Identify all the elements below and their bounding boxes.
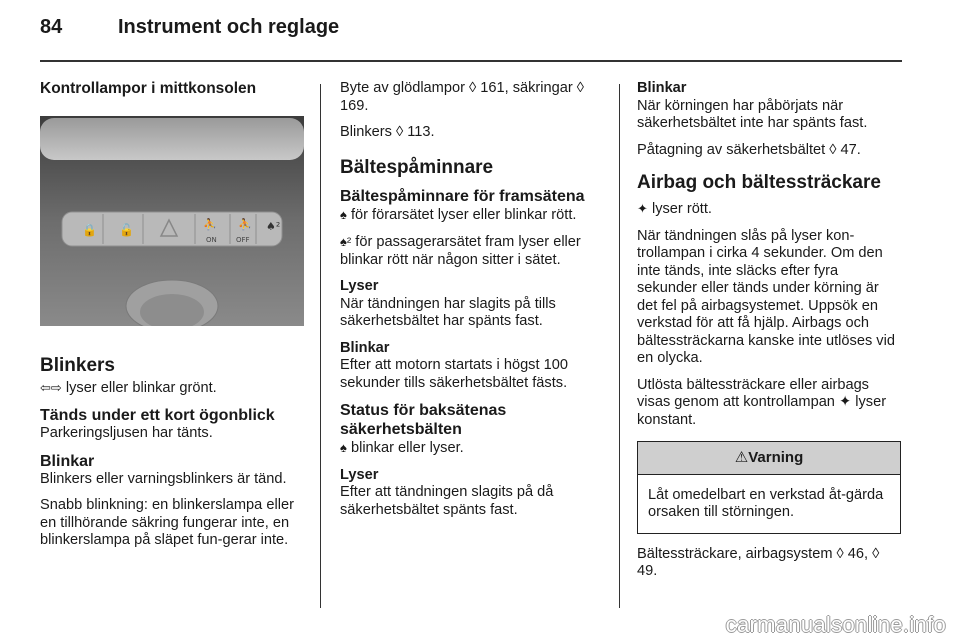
seatbelt-passenger-icon: ♠² <box>340 234 352 249</box>
header-rule <box>40 60 902 62</box>
blinkers-text: lyser eller blinkar grönt. <box>61 379 217 396</box>
airbag-text: lyser rött. <box>647 201 712 217</box>
warning-text: Låt omedelbart en verkstad åt-gärda orsaken till störningen. <box>648 486 884 520</box>
blinkar-heading: Blinkar <box>40 452 95 470</box>
blinkers-ref: Blinkers ◊ 113. <box>340 124 435 140</box>
pata-text: Påtagning av säkerhetsbältet ◊ 47. <box>637 141 861 158</box>
console-illustration <box>40 116 304 326</box>
page-header <box>40 16 339 39</box>
blinkar3-heading: Blinkar <box>637 80 687 96</box>
lyser-heading: Lyser <box>340 278 379 294</box>
byte-text: Byte av glödlampor ◊ 161, säkringar ◊ 169. <box>340 80 584 114</box>
blinkar3-text: När körningen har påbörjats när säkerhetsbältet inte har spänts fast. <box>637 97 868 131</box>
belt-reminder-heading: Bältespåminnare <box>340 156 494 178</box>
lyser2-text: Efter att tändningen slagits på då säkerhetsbältet spänts fast. <box>340 484 554 518</box>
blinkers-heading: Blinkers <box>40 354 115 376</box>
when-text: När tändningen slås på lyser kon-trollampan i cirka 4 sekunder. Om den inte tänds, inte släcks efter fyra sekunder eller tänds under körning är det fel på airbagsystemet. Uppsök en verkstad för att få hjälp. Airbags och bältessträckarna kanske inte utlöses vid en olycka. <box>637 227 895 366</box>
blinkar2-text: Efter att motorn startats i högst 100 sekunder tills säkerhetsbältet fästs. <box>340 357 568 391</box>
rear-belts-heading: Status för baksätenas säkerhetsbälten <box>340 402 507 438</box>
svg-text:⛹: ⛹ <box>238 217 252 231</box>
warning-title: ⚠Varning <box>638 442 900 475</box>
utlosta-text: Utlösta bältessträckare eller airbags visas genom att kontrollampan ✦ lyser konstant. <box>637 376 887 428</box>
svg-text:🔒: 🔒 <box>82 222 97 237</box>
seatbelt-icon: ♠ <box>340 206 347 222</box>
tands-heading: Tänds under ett kort ögonblick <box>40 407 275 424</box>
ref-text: Bältessträckare, airbagsystem ◊ 46, ◊ 49. <box>637 545 880 579</box>
warning-box <box>637 441 901 534</box>
column-2 <box>340 80 604 528</box>
page-title: Instrument och reglage <box>118 16 340 38</box>
seatbelt-rear-icon: ♠ <box>340 440 347 455</box>
svg-text:OFF: OFF <box>236 235 250 244</box>
airbag-icon: ✦ <box>637 201 648 216</box>
blinkar2-heading: Blinkar <box>340 339 390 356</box>
passenger-text: för passagerarsätet fram lyser eller blinkar rött när någon sitter i sätet. <box>340 234 581 268</box>
rear-text: blinkar eller lyser. <box>346 440 464 456</box>
column-3 <box>637 80 901 590</box>
snabb-text: Snabb blinkning: en blinkerslampa eller en tillhörande säkring fungerar inte, en blinkerslampa på släpet fun-gerar inte. <box>40 497 294 548</box>
airbag-heading: Airbag och bältessträckare <box>637 172 881 193</box>
tands-text: Parkeringsljusen har tänts. <box>40 425 213 441</box>
lyser-text: När tändningen har slagits på tills säkerhetsbältet har spänts fast. <box>340 295 556 329</box>
watermark: carmanualsonline.info <box>725 612 946 637</box>
svg-text:♠²: ♠² <box>266 219 281 233</box>
lyser2-heading: Lyser <box>340 466 379 483</box>
column-divider-1 <box>320 84 321 608</box>
console-lamps-heading: Kontrollampor i mittkonsolen <box>40 80 257 97</box>
svg-text:ON: ON <box>206 235 217 244</box>
column-divider-2 <box>619 84 620 608</box>
turn-signal-icon: ⇦⇨ <box>40 379 62 395</box>
front-seats-heading: Bältespåminnare för framsätena <box>340 187 585 205</box>
column-1 <box>40 80 302 559</box>
console-photo <box>40 116 304 326</box>
svg-text:🔓: 🔓 <box>119 222 134 237</box>
svg-text:⛹: ⛹ <box>203 217 217 231</box>
page-number: 84 <box>40 16 63 38</box>
blinkar-text: Blinkers eller varningsblinkers är tänd. <box>40 470 287 487</box>
driver-text: för förarsätet lyser eller blinkar rött. <box>346 206 577 223</box>
